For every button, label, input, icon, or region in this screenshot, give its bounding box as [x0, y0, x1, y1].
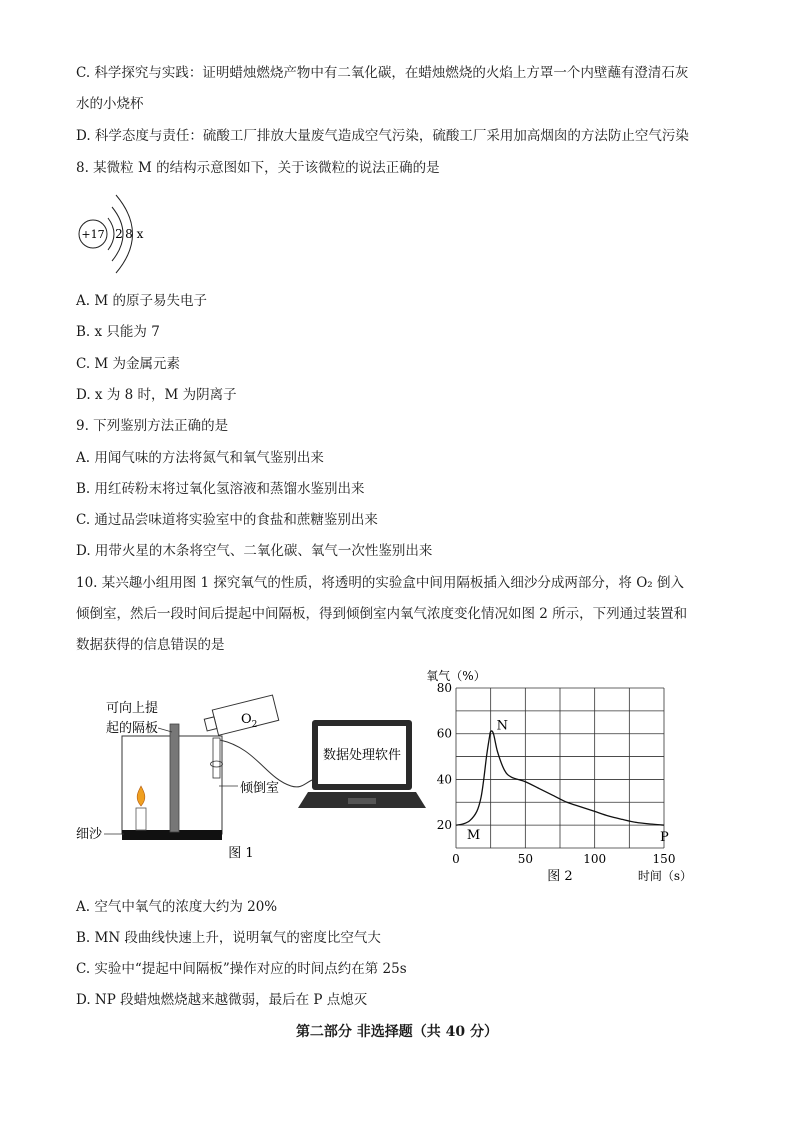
- q8-option-a: A. M 的原子易失电子: [76, 293, 207, 309]
- y-axis-label: 氧气（%）: [426, 669, 486, 683]
- pour-chamber-label: 倾倒室: [240, 781, 280, 796]
- nucleus-charge: +17: [81, 228, 105, 241]
- data-cable: [220, 740, 312, 787]
- q10-option-d: D. NP 段蜡烛燃烧越来越微弱，最后在 P 点熄灭: [76, 992, 368, 1008]
- o2-label: $O_2$: [241, 712, 258, 730]
- laptop-screen-text: 数据处理软件: [322, 748, 402, 763]
- candle-flame: [137, 786, 145, 806]
- q9-option-c: C. 通过品尝味道将实验室中的食盐和蔗糖鉴别出来: [76, 512, 378, 528]
- q10-stem-line1: 10. 某兴趣小组用图 1 探究氧气的性质，将透明的实验盒中间用隔板插入细沙分成两部分，将 O₂ 倒入: [76, 575, 684, 591]
- figure-2-oxygen-chart: [420, 664, 720, 884]
- point-label-p: P: [660, 830, 669, 846]
- sand-label: 细沙: [76, 827, 103, 842]
- y-tick-label-2: 60: [436, 726, 452, 741]
- q9-option-d: D. 用带火星的木条将空气、二氧化碳、氧气一次性鉴别出来: [76, 543, 433, 559]
- x-tick-label-1: 50: [517, 852, 533, 866]
- shell-electrons-2: 8: [125, 227, 133, 241]
- x-tick-label-2: 100: [583, 852, 607, 866]
- q7-option-c-line1: C. 科学探究与实践：证明蜡烛燃烧产物中有二氧化碳，在蜡烛燃烧的火焰上方罩一个内壁蘸有澄清石灰: [76, 65, 689, 81]
- q10-stem-line2: 倾倒室，然后一段时间后提起中间隔板，得到倾倒室内氧气浓度变化情况如图 2 所示，下列通过装置和: [76, 606, 688, 622]
- q9-option-a: A. 用闻气味的方法将氮气和氧气鉴别出来: [76, 450, 324, 466]
- laptop-trackpad: [348, 798, 376, 804]
- figure-2-caption: 图 2: [547, 869, 573, 884]
- point-label-m: M: [466, 828, 481, 844]
- atom-structure-diagram: [76, 185, 166, 285]
- q8-option-b: B. x 只能为 7: [76, 324, 160, 340]
- figure-1-caption: 图 1: [228, 846, 254, 861]
- y-tick-label-3: 80: [436, 681, 452, 695]
- partition-label-line1: 可向上提: [106, 701, 159, 716]
- y-tick-label-1: 40: [436, 772, 452, 787]
- oxygen-sensor: [213, 738, 220, 778]
- q8-option-d: D. x 为 8 时，M 为阴离子: [76, 387, 237, 403]
- lifting-partition: [170, 724, 179, 832]
- q10-option-b: B. MN 段曲线快速上升，说明氧气的密度比空气大: [76, 930, 381, 946]
- q8-stem: 8. 某微粒 M 的结构示意图如下，关于该微粒的说法正确的是: [76, 160, 440, 176]
- o2-cylinder-neck: [204, 717, 217, 731]
- y-tick-label-0: 20: [436, 818, 452, 833]
- shell-electrons-1: 2: [115, 227, 123, 241]
- point-label-n: N: [496, 718, 509, 734]
- q10-stem-line3: 数据获得的信息错误的是: [76, 637, 225, 653]
- q9-stem: 9. 下列鉴别方法正确的是: [76, 418, 229, 434]
- partition-label-line2: 起的隔板: [106, 721, 159, 736]
- shell-electrons-3: x: [136, 227, 144, 241]
- q10-option-a: A. 空气中氧气的浓度大约为 20%: [76, 899, 278, 915]
- x-axis-label: 时间（s）: [637, 869, 692, 883]
- x-tick-label-3: 150: [652, 852, 676, 866]
- section-heading: 第二部分 非选择题（共 40 分）: [295, 1024, 499, 1040]
- q7-option-d: D. 科学态度与责任：硫酸工厂排放大量废气造成空气污染，硫酸工厂采用加高烟囱的方法防止空气污染: [76, 128, 689, 144]
- q10-option-c: C. 实验中“提起中间隔板”操作对应的时间点约在第 25s: [76, 961, 407, 977]
- q9-option-b: B. 用红砖粉末将过氧化氢溶液和蒸馏水鉴别出来: [76, 481, 365, 497]
- shell-arc-1: [108, 218, 114, 250]
- q8-option-c: C. M 为金属元素: [76, 356, 181, 372]
- x-tick-label-0: 0: [452, 852, 460, 866]
- figure-1-apparatus: [76, 668, 436, 868]
- q7-option-c-line2: 水的小烧杯: [76, 96, 144, 112]
- candle: [136, 808, 146, 830]
